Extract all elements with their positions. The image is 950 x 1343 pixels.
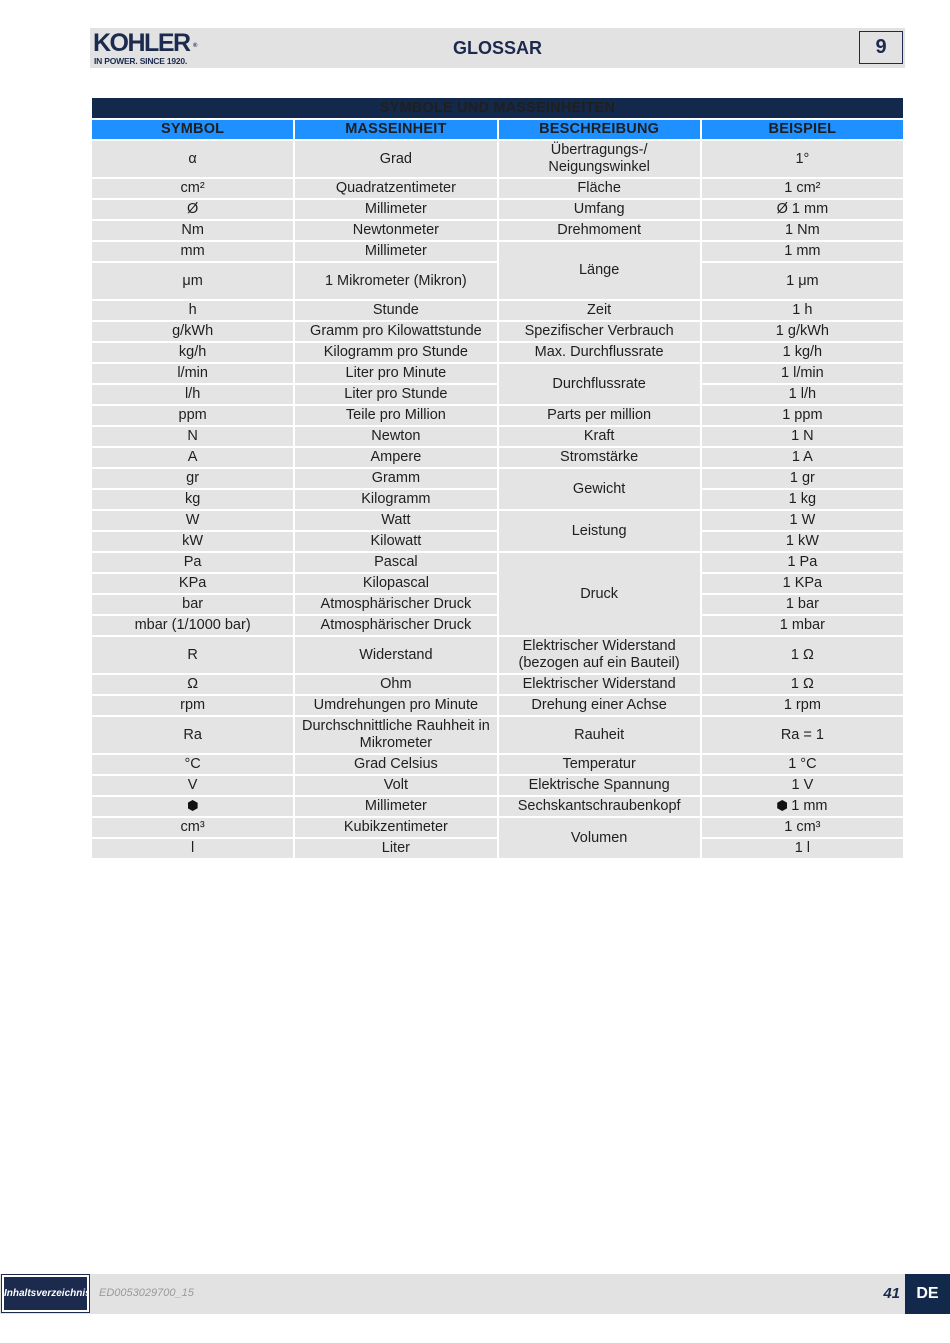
cell-description: Kraft [498, 426, 701, 447]
cell-example: 1 Nm [701, 220, 904, 241]
document-code: ED0053029700_15 [99, 1287, 194, 1299]
cell-symbol [91, 796, 294, 817]
cell-description: Stromstärke [498, 447, 701, 468]
table-row [91, 674, 904, 695]
cell-unit: Liter pro Minute [294, 363, 497, 384]
hexagon-icon [188, 800, 198, 811]
cell-symbol: h [91, 300, 294, 321]
cell-description: Übertragungs-/ Neigungswinkel [498, 140, 701, 178]
cell-example: 1 l/h [701, 384, 904, 405]
cell-symbol: W [91, 510, 294, 531]
cell-unit: Millimeter [294, 241, 497, 262]
page-number: 41 [883, 1285, 900, 1302]
cell-example: 1 N [701, 426, 904, 447]
cell-unit: Gramm pro Kilowattstunde [294, 321, 497, 342]
page-footer [0, 1274, 950, 1314]
cell-unit: Watt [294, 510, 497, 531]
table-row [91, 300, 904, 321]
column-header-symbol: SYMBOL [91, 119, 294, 140]
cell-example: 1 kg [701, 489, 904, 510]
table-row [91, 552, 904, 573]
cell-example: 1 g/kWh [701, 321, 904, 342]
table-title: SYMBOLE UND MASSEINHEITEN [91, 97, 904, 119]
cell-symbol: ppm [91, 405, 294, 426]
cell-description: Durchflussrate [498, 363, 701, 405]
cell-example: 1 bar [701, 594, 904, 615]
cell-example: 1 Pa [701, 552, 904, 573]
cell-unit: Newton [294, 426, 497, 447]
cell-unit: Liter pro Stunde [294, 384, 497, 405]
cell-example: 1 V [701, 775, 904, 796]
cell-example: 1 l/min [701, 363, 904, 384]
cell-description: Max. Durchflussrate [498, 342, 701, 363]
cell-description: Länge [498, 241, 701, 300]
cell-symbol: N [91, 426, 294, 447]
cell-unit: Grad Celsius [294, 754, 497, 775]
cell-unit: Kubikzentimeter [294, 817, 497, 838]
cell-example: 1 kW [701, 531, 904, 552]
cell-symbol: μm [91, 262, 294, 300]
cell-description: Elektrische Spannung [498, 775, 701, 796]
cell-unit: Widerstand [294, 636, 497, 674]
table-row [91, 447, 904, 468]
cell-symbol: mm [91, 241, 294, 262]
example-value: 1 mm [791, 798, 828, 814]
cell-unit: Millimeter [294, 199, 497, 220]
cell-example: 1 rpm [701, 695, 904, 716]
cell-symbol: °C [91, 754, 294, 775]
column-header-example: BEISPIEL [701, 119, 904, 140]
cell-description: Fläche [498, 178, 701, 199]
cell-description: Sechskantschraubenkopf [498, 796, 701, 817]
cell-symbol: cm² [91, 178, 294, 199]
table-row [91, 426, 904, 447]
cell-symbol: gr [91, 468, 294, 489]
cell-unit: Quadratzentimeter [294, 178, 497, 199]
cell-symbol: α [91, 140, 294, 178]
cell-unit: Kilowatt [294, 531, 497, 552]
cell-description: Druck [498, 552, 701, 636]
table-row [91, 636, 904, 674]
table-row [91, 716, 904, 754]
cell-example: Ra = 1 [701, 716, 904, 754]
cell-description: Leistung [498, 510, 701, 552]
column-header-description: BESCHREIBUNG [498, 119, 701, 140]
table-row [91, 775, 904, 796]
cell-unit: Kilogramm [294, 489, 497, 510]
cell-unit: Ampere [294, 447, 497, 468]
table-row [91, 342, 904, 363]
table-title-row [91, 97, 904, 119]
cell-symbol: g/kWh [91, 321, 294, 342]
cell-unit: Ohm [294, 674, 497, 695]
cell-description: Umfang [498, 199, 701, 220]
table-row [91, 241, 904, 262]
table-of-contents-button[interactable]: Inhaltsverzeichnis [2, 1275, 89, 1312]
cell-unit: Liter [294, 838, 497, 859]
cell-unit: Grad [294, 140, 497, 178]
cell-symbol: Nm [91, 220, 294, 241]
cell-example: 1 KPa [701, 573, 904, 594]
table-row [91, 405, 904, 426]
cell-symbol: l/min [91, 363, 294, 384]
page-title: GLOSSAR [452, 38, 542, 58]
cell-symbol: V [91, 775, 294, 796]
cell-symbol: rpm [91, 695, 294, 716]
table-row [91, 695, 904, 716]
column-header-row [91, 119, 904, 140]
cell-example: 1 W [701, 510, 904, 531]
cell-description: Elektrischer Widerstand (bezogen auf ein Bauteil) [498, 636, 701, 674]
table-row [91, 754, 904, 775]
cell-unit: Pascal [294, 552, 497, 573]
table-row [91, 468, 904, 489]
cell-example [701, 796, 904, 817]
cell-symbol: l [91, 838, 294, 859]
cell-description: Parts per million [498, 405, 701, 426]
cell-example: 1 cm³ [701, 817, 904, 838]
chapter-number: 9 [859, 31, 903, 64]
cell-description: Gewicht [498, 468, 701, 510]
cell-example: 1 Ω [701, 674, 904, 695]
cell-unit: Kilopascal [294, 573, 497, 594]
cell-example: 1 °C [701, 754, 904, 775]
cell-description: Spezifischer Verbrauch [498, 321, 701, 342]
cell-description: Temperatur [498, 754, 701, 775]
cell-example: 1 cm² [701, 178, 904, 199]
cell-example: 1 μm [701, 262, 904, 300]
cell-symbol: bar [91, 594, 294, 615]
cell-example: 1 ppm [701, 405, 904, 426]
hexagon-icon [777, 800, 787, 811]
cell-symbol: kg/h [91, 342, 294, 363]
cell-symbol: mbar (1/1000 bar) [91, 615, 294, 636]
cell-unit: Durchschnittliche Rauhheit in Mikrometer [294, 716, 497, 754]
table-row [91, 220, 904, 241]
cell-unit: Newtonmeter [294, 220, 497, 241]
table-row [91, 178, 904, 199]
cell-unit: Gramm [294, 468, 497, 489]
cell-symbol: Ω [91, 674, 294, 695]
cell-example: 1 gr [701, 468, 904, 489]
cell-example: 1 mm [701, 241, 904, 262]
table-row [91, 321, 904, 342]
cell-description: Drehmoment [498, 220, 701, 241]
cell-description: Drehung einer Achse [498, 695, 701, 716]
cell-symbol: kW [91, 531, 294, 552]
cell-example: 1 A [701, 447, 904, 468]
cell-symbol: l/h [91, 384, 294, 405]
cell-symbol: Ra [91, 716, 294, 754]
cell-symbol: R [91, 636, 294, 674]
language-badge: DE [905, 1274, 950, 1314]
cell-unit: Umdrehungen pro Minute [294, 695, 497, 716]
cell-unit: Kilogramm pro Stunde [294, 342, 497, 363]
table-row [91, 510, 904, 531]
symbols-units-table [90, 96, 905, 860]
cell-description: Elektrischer Widerstand [498, 674, 701, 695]
cell-example: 1 h [701, 300, 904, 321]
cell-symbol: A [91, 447, 294, 468]
table-row [91, 140, 904, 178]
cell-description: Rauheit [498, 716, 701, 754]
table-row [91, 796, 904, 817]
cell-example: 1 Ω [701, 636, 904, 674]
cell-symbol: Ø [91, 199, 294, 220]
logo-wordmark: KOHLER [93, 29, 190, 57]
cell-unit: Atmosphärischer Druck [294, 615, 497, 636]
cell-example: 1° [701, 140, 904, 178]
table-row [91, 817, 904, 838]
cell-symbol: KPa [91, 573, 294, 594]
cell-example: 1 kg/h [701, 342, 904, 363]
logo-registered-mark: ® [193, 43, 198, 49]
cell-example: 1 l [701, 838, 904, 859]
cell-symbol: cm³ [91, 817, 294, 838]
cell-example: Ø 1 mm [701, 199, 904, 220]
column-header-unit: MASSEINHEIT [294, 119, 497, 140]
cell-unit: Stunde [294, 300, 497, 321]
cell-unit: Millimeter [294, 796, 497, 817]
cell-unit: Teile pro Million [294, 405, 497, 426]
cell-description: Zeit [498, 300, 701, 321]
cell-unit: Volt [294, 775, 497, 796]
table-row [91, 199, 904, 220]
table-row [91, 363, 904, 384]
cell-symbol: kg [91, 489, 294, 510]
cell-symbol: Pa [91, 552, 294, 573]
cell-description: Volumen [498, 817, 701, 859]
page-header [90, 28, 905, 68]
cell-unit: Atmosphärischer Druck [294, 594, 497, 615]
cell-unit: 1 Mikrometer (Mikron) [294, 262, 497, 300]
logo-tagline: IN POWER. SINCE 1920. [94, 56, 188, 66]
cell-example: 1 mbar [701, 615, 904, 636]
